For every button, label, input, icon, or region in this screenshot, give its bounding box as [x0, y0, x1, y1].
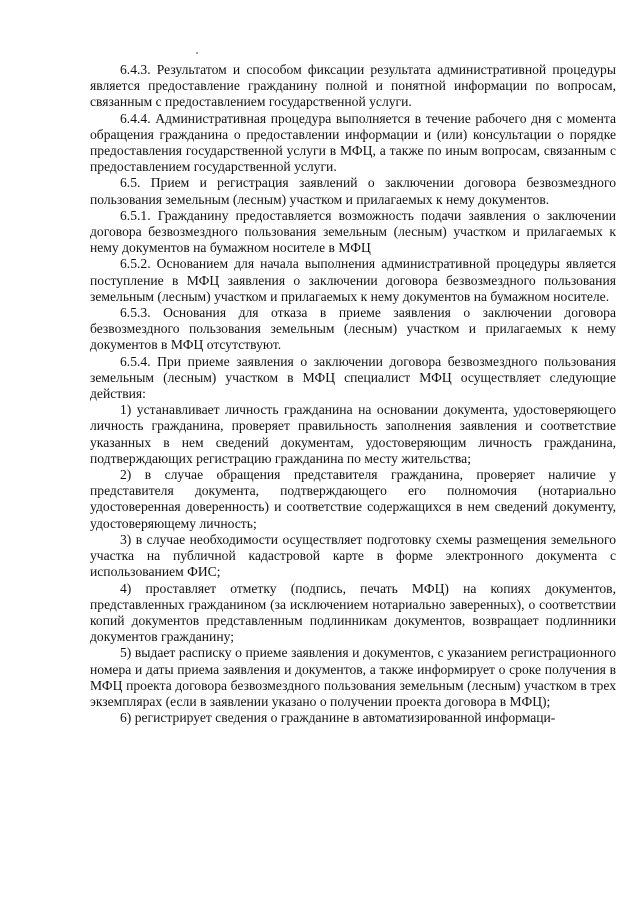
list-item-3: 3) в случае необходимости осуществляет подготовку схемы размещения земельного участка на публичной кадастровой карте в форме электронного документа с использованием ФИС; — [90, 531, 616, 580]
list-item-4: 4) проставляет отметку (подпись, печать МФЦ) на копиях документов, представленных гражданином (за исключением нотариально заверенных), о соответствии копий документов представленным подлинникам документов, возвращает подлинники документов гражданину; — [90, 580, 616, 645]
list-item-6: 6) регистрирует сведения о гражданине в автоматизированной информаци- — [120, 710, 556, 726]
scan-speck — [196, 52, 198, 54]
paragraph-6-5-3: 6.5.3. Основания для отказа в приеме заявления о заключении договора безвозмездного пользования земельным (лесным) участком и прилагаемых к нему документов в МФЦ отсутствуют. — [90, 305, 616, 353]
paragraph-6-5-2: 6.5.2. Основанием для начала выполнения административной процедуры является поступление в МФЦ заявления о заключении договора безвозмездного пользования земельным (лесным) участком и прилагаемых к нему документов на бумажном носителе. — [90, 256, 616, 304]
list-item-2: 2) в случае обращения представителя гражданина, проверяет наличие у представителя документа, подтверждающего его полномочия (нотариально удостоверенная доверенность) и соответствие содержащихся в нем сведений документу, удостоверяющему личность; — [90, 467, 616, 531]
paragraph-6-5: 6.5. Прием и регистрация заявлений о заключении договора безвозмездного пользования земельным (лесным) участком и прилагаемых к нему документов. — [90, 175, 616, 207]
paragraph-6-4-3: 6.4.3. Результатом и способом фиксации результата административной процедуры является предоставление гражданину полной и понятной информации по вопросам, связанным с предоставлением государственной услуги. — [90, 62, 616, 110]
list-item-5: 5) выдает расписку о приеме заявления и документов, с указанием регистрационного номера и даты приема заявления и документов, а также информирует о сроке получения в МФЦ проекта договора безвозмездного пользования земельным (лесным) участком в трех экземплярах (если в заявлении указано о получении проекта договора в МФЦ); — [90, 645, 616, 709]
paragraph-6-4-4: 6.4.4. Административная процедура выполняется в течение рабочего дня с момента обращения гражданина о предоставлении информации и (или) консультации о порядке предоставления государственной услуги в МФЦ, а также по иным вопросам, связанным с предоставлением государственной услуги. — [90, 110, 616, 175]
list-item-1: 1) устанавливает личность гражданина на основании документа, удостоверяющего личность гражданина, проверяет правильность заполнения заявления и соответствие указанных в нем сведений документам, удостоверяющим личность гражданина, подтверждающих регистрацию гражданина по месту жительства; — [90, 402, 616, 466]
paragraph-6-5-4: 6.5.4. При приеме заявления о заключении договора безвозмездного пользования земельным (лесным) участком в МФЦ специалист МФЦ осуществляет следующие действия: — [90, 353, 616, 402]
paragraph-6-5-1: 6.5.1. Гражданину предоставляется возможность подачи заявления о заключении договора безвозмездного пользования земельным (лесным) участком и прилагаемых к нему документов на бумажном носителе в МФЦ — [90, 207, 616, 256]
